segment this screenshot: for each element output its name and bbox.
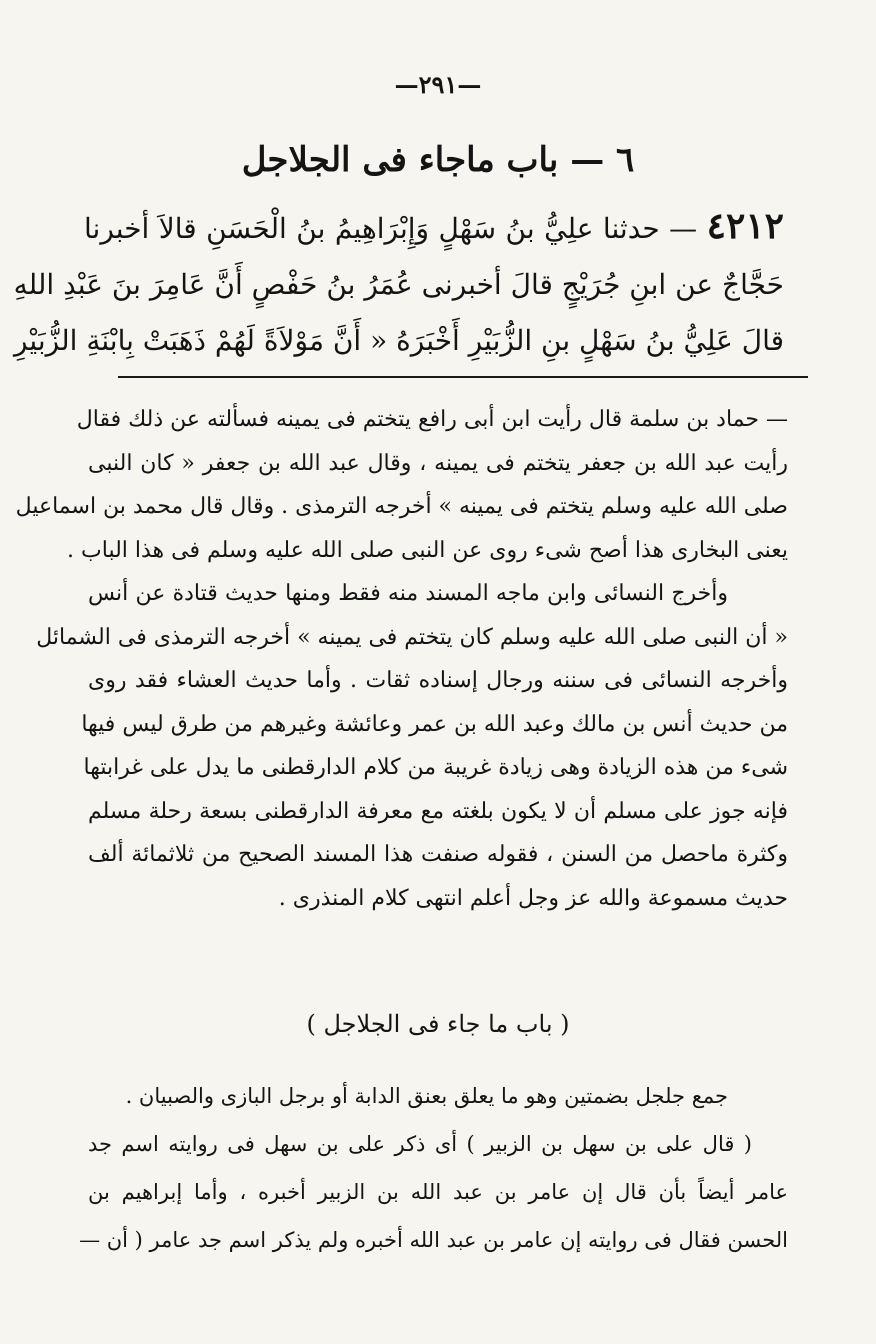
commentary-line: صلى الله عليه وسلم يتختم فى يمينه » أخرجه الترمذى . وقال قال محمد بن اسماعيل — [15, 494, 788, 519]
hadith-line-1-text: — حدثنا علِيُّ بنُ سَهْلٍ وَإِبْرَاهِيمُ بنُ الْحَسَنِ قالاَ أخبرنا — [84, 212, 698, 245]
hadith-line-3: قالَ عَلِيُّ بنُ سَهْلٍ بنِ الزُّبَيْرِ أَخْبَرَهُ « أَنَّ مَوْلاَةً لَهُمْ ذَهَبَتْ بِابْنَةِ الزُّبَيْرِ — [13, 324, 784, 357]
footnote-divider — [118, 376, 808, 378]
commentary-line: رأيت عبد الله بن جعفر يتختم فى يمينه ، وقال عبد الله بن جعفر « كان النبى — [88, 450, 788, 476]
commentary-line: من حديث أنس بن مالك وعبد الله بن عمر وعائشة وغيرهم من طرق ليس فيها — [81, 711, 788, 737]
notes-text — [79, 1072, 788, 1264]
notes-line: الحسن فقال فى روايته إن عامر بن عبد الله أخبره ولم يذكر اسم جد عامر ( أن — — [79, 1228, 788, 1252]
hadith-text — [13, 198, 785, 369]
chapter-heading: ٦ — باب ماجاء فى الجلاجل — [241, 140, 635, 180]
commentary-line: وكثرة ماحصل من السنن ، فقوله صنفت هذا المسند الصحيح من ثلاثمائة ألف — [88, 842, 788, 867]
commentary-line: وأخرجه النسائى فى سننه ورجال إسناده ثقات . وأما حديث العشاء فقد روى — [88, 668, 788, 693]
notes-line: عامر أيضاً بأن قال إن عامر بن عبد الله بن الزبير أخبره ، وأما إبراهيم بن — [88, 1180, 788, 1204]
hadith-line-2: حَجَّاجٌ عن ابنِ جُرَيْجٍ قالَ أخبرنى عُمَرُ بنُ حَفْصٍ أَنَّ عَامِرَ بنَ عَبْدِ اللهِ — [13, 268, 784, 301]
commentary-text — [15, 398, 788, 920]
commentary-line: يعنى البخارى هذا أصح شىء روى عن النبى صلى الله عليه وسلم فى هذا الباب . — [67, 537, 788, 563]
commentary-line: حديث مسموعة والله عز وجل أعلم انتهى كلام المنذرى . — [278, 885, 788, 911]
commentary-line: — حماد بن سلمة قال رأيت ابن أبى رافع يتختم فى يمينه فسألته عن ذلك فقال — [76, 407, 788, 432]
commentary-line: شىء من هذه الزيادة وهى زيادة غريبة من كلام الدارقطنى ما يدل على غرابتها — [83, 755, 788, 780]
commentary-line: « أن النبى صلى الله عليه وسلم كان يتختم فى يمينه » أخرجه الترمذى فى الشمائل — [36, 624, 788, 650]
notes-line: جمع جلجل بضمتين وهو ما يعلق بعنق الدابة أو برجل البازى والصبيان . — [125, 1084, 728, 1108]
sub-heading: ( باب ما جاء فى الجلاجل ) — [306, 1010, 570, 1038]
commentary-line: فإنه جوز على مسلم أن لا يكون بلغته مع معرفة الدارقطنى بسعة رحلة مسلم — [88, 798, 788, 824]
page-number: —٢٩١— — [394, 70, 482, 99]
commentary-line: وأخرج النسائى وابن ماجه المسند منه فقط ومنها حديث قتادة عن أنس — [88, 581, 728, 606]
hadith-line-1 — [84, 198, 784, 257]
hadith-number: ٤٢١٢ — [706, 205, 785, 247]
notes-line: ( قال على بن سهل بن الزبير ) أى ذكر على بن سهل فى روايته اسم جد — [88, 1132, 752, 1156]
